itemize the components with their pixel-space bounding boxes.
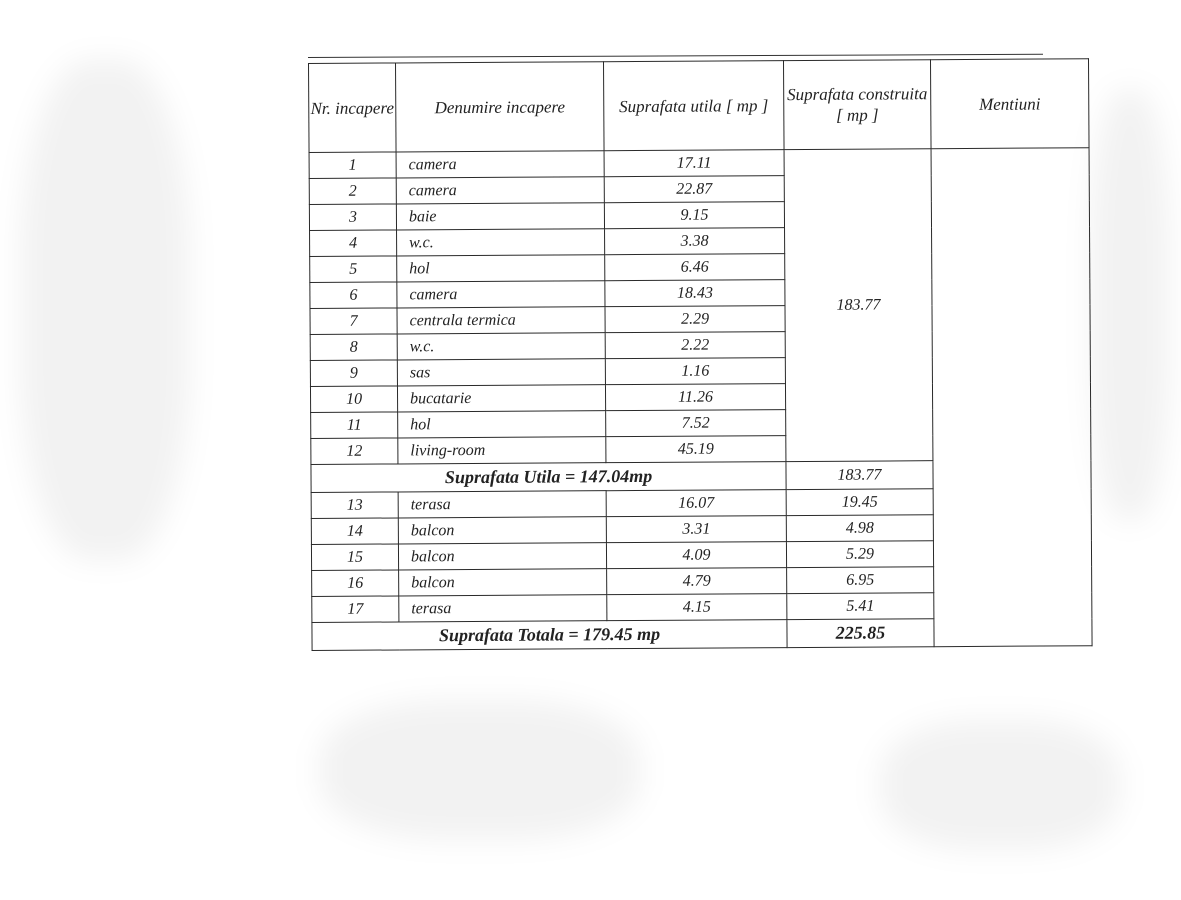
room-util: 22.87	[604, 176, 784, 203]
extra-nr: 13	[311, 492, 398, 519]
room-name: camera	[397, 281, 605, 308]
room-nr: 5	[310, 256, 397, 283]
room-name: sas	[397, 359, 605, 386]
room-name: w.c.	[397, 333, 605, 360]
room-util: 45.19	[606, 436, 786, 463]
room-util: 3.38	[605, 228, 785, 255]
room-nr: 3	[309, 204, 396, 231]
extra-util: 3.31	[606, 516, 786, 543]
extra-util: 4.15	[607, 594, 787, 621]
room-nr: 1	[309, 152, 396, 179]
room-nr: 4	[310, 230, 397, 257]
header-construita: Suprafata construita [ mp ]	[783, 60, 931, 150]
room-util: 18.43	[605, 280, 785, 307]
total-label: Suprafata Totala = 179.45 mp	[312, 620, 787, 651]
total-construita: 225.85	[787, 619, 934, 648]
extra-name: balcon	[399, 569, 607, 596]
table-header-row	[309, 59, 1090, 153]
room-name: hol	[398, 411, 606, 438]
room-util: 1.16	[605, 358, 785, 385]
room-nr: 9	[310, 360, 397, 387]
extra-util: 16.07	[606, 490, 786, 517]
subtotal-label: Suprafata Utila = 147.04mp	[311, 462, 786, 493]
extra-name: terasa	[398, 491, 606, 518]
room-name: w.c.	[397, 229, 605, 256]
room-util: 17.11	[604, 150, 784, 177]
scan-smudge	[1090, 90, 1170, 520]
room-util: 2.22	[605, 332, 785, 359]
room-nr: 2	[309, 178, 396, 205]
extra-construita: 6.95	[787, 567, 934, 594]
room-area-table	[308, 58, 1093, 651]
extra-util: 4.09	[606, 542, 786, 569]
subtotal-construita: 183.77	[786, 461, 933, 490]
extra-nr: 17	[312, 596, 399, 623]
room-nr: 11	[311, 412, 398, 439]
scan-smudge	[880, 720, 1120, 850]
extra-nr: 15	[311, 544, 398, 571]
room-name: camera	[396, 151, 604, 178]
extra-name: balcon	[398, 543, 606, 570]
extra-nr: 16	[312, 570, 399, 597]
scan-smudge	[320, 700, 640, 840]
room-nr: 7	[310, 308, 397, 335]
room-name: centrala termica	[397, 307, 605, 334]
room-util: 7.52	[606, 410, 786, 437]
room-util: 6.46	[605, 254, 785, 281]
table-row	[309, 148, 1089, 179]
header-nr: Nr. incapere	[309, 63, 397, 153]
extra-name: terasa	[399, 595, 607, 622]
extra-construita: 4.98	[786, 515, 933, 542]
mentiuni-column	[931, 148, 1092, 647]
header-util: Suprafata utila [ mp ]	[603, 61, 784, 151]
room-util: 11.26	[605, 384, 785, 411]
extra-name: balcon	[398, 517, 606, 544]
room-name: camera	[396, 177, 604, 204]
rooms-construita-merged: 183.77	[784, 149, 933, 462]
extra-construita: 5.41	[787, 593, 934, 620]
header-mentiuni: Mentiuni	[930, 59, 1089, 149]
room-nr: 12	[311, 438, 398, 465]
room-nr: 10	[310, 386, 397, 413]
room-nr: 6	[310, 282, 397, 309]
header-denumire: Denumire incapere	[396, 62, 605, 152]
room-nr: 8	[310, 334, 397, 361]
top-rule-line	[308, 54, 1043, 58]
room-util: 9.15	[604, 202, 784, 229]
extra-nr: 14	[311, 518, 398, 545]
room-name: baie	[396, 203, 604, 230]
room-name: living-room	[398, 437, 606, 464]
scan-smudge	[20, 60, 190, 560]
extra-util: 4.79	[607, 568, 787, 595]
room-name: bucatarie	[397, 385, 605, 412]
room-name: hol	[397, 255, 605, 282]
extra-construita: 19.45	[786, 489, 933, 516]
room-util: 2.29	[605, 306, 785, 333]
extra-construita: 5.29	[786, 541, 933, 568]
